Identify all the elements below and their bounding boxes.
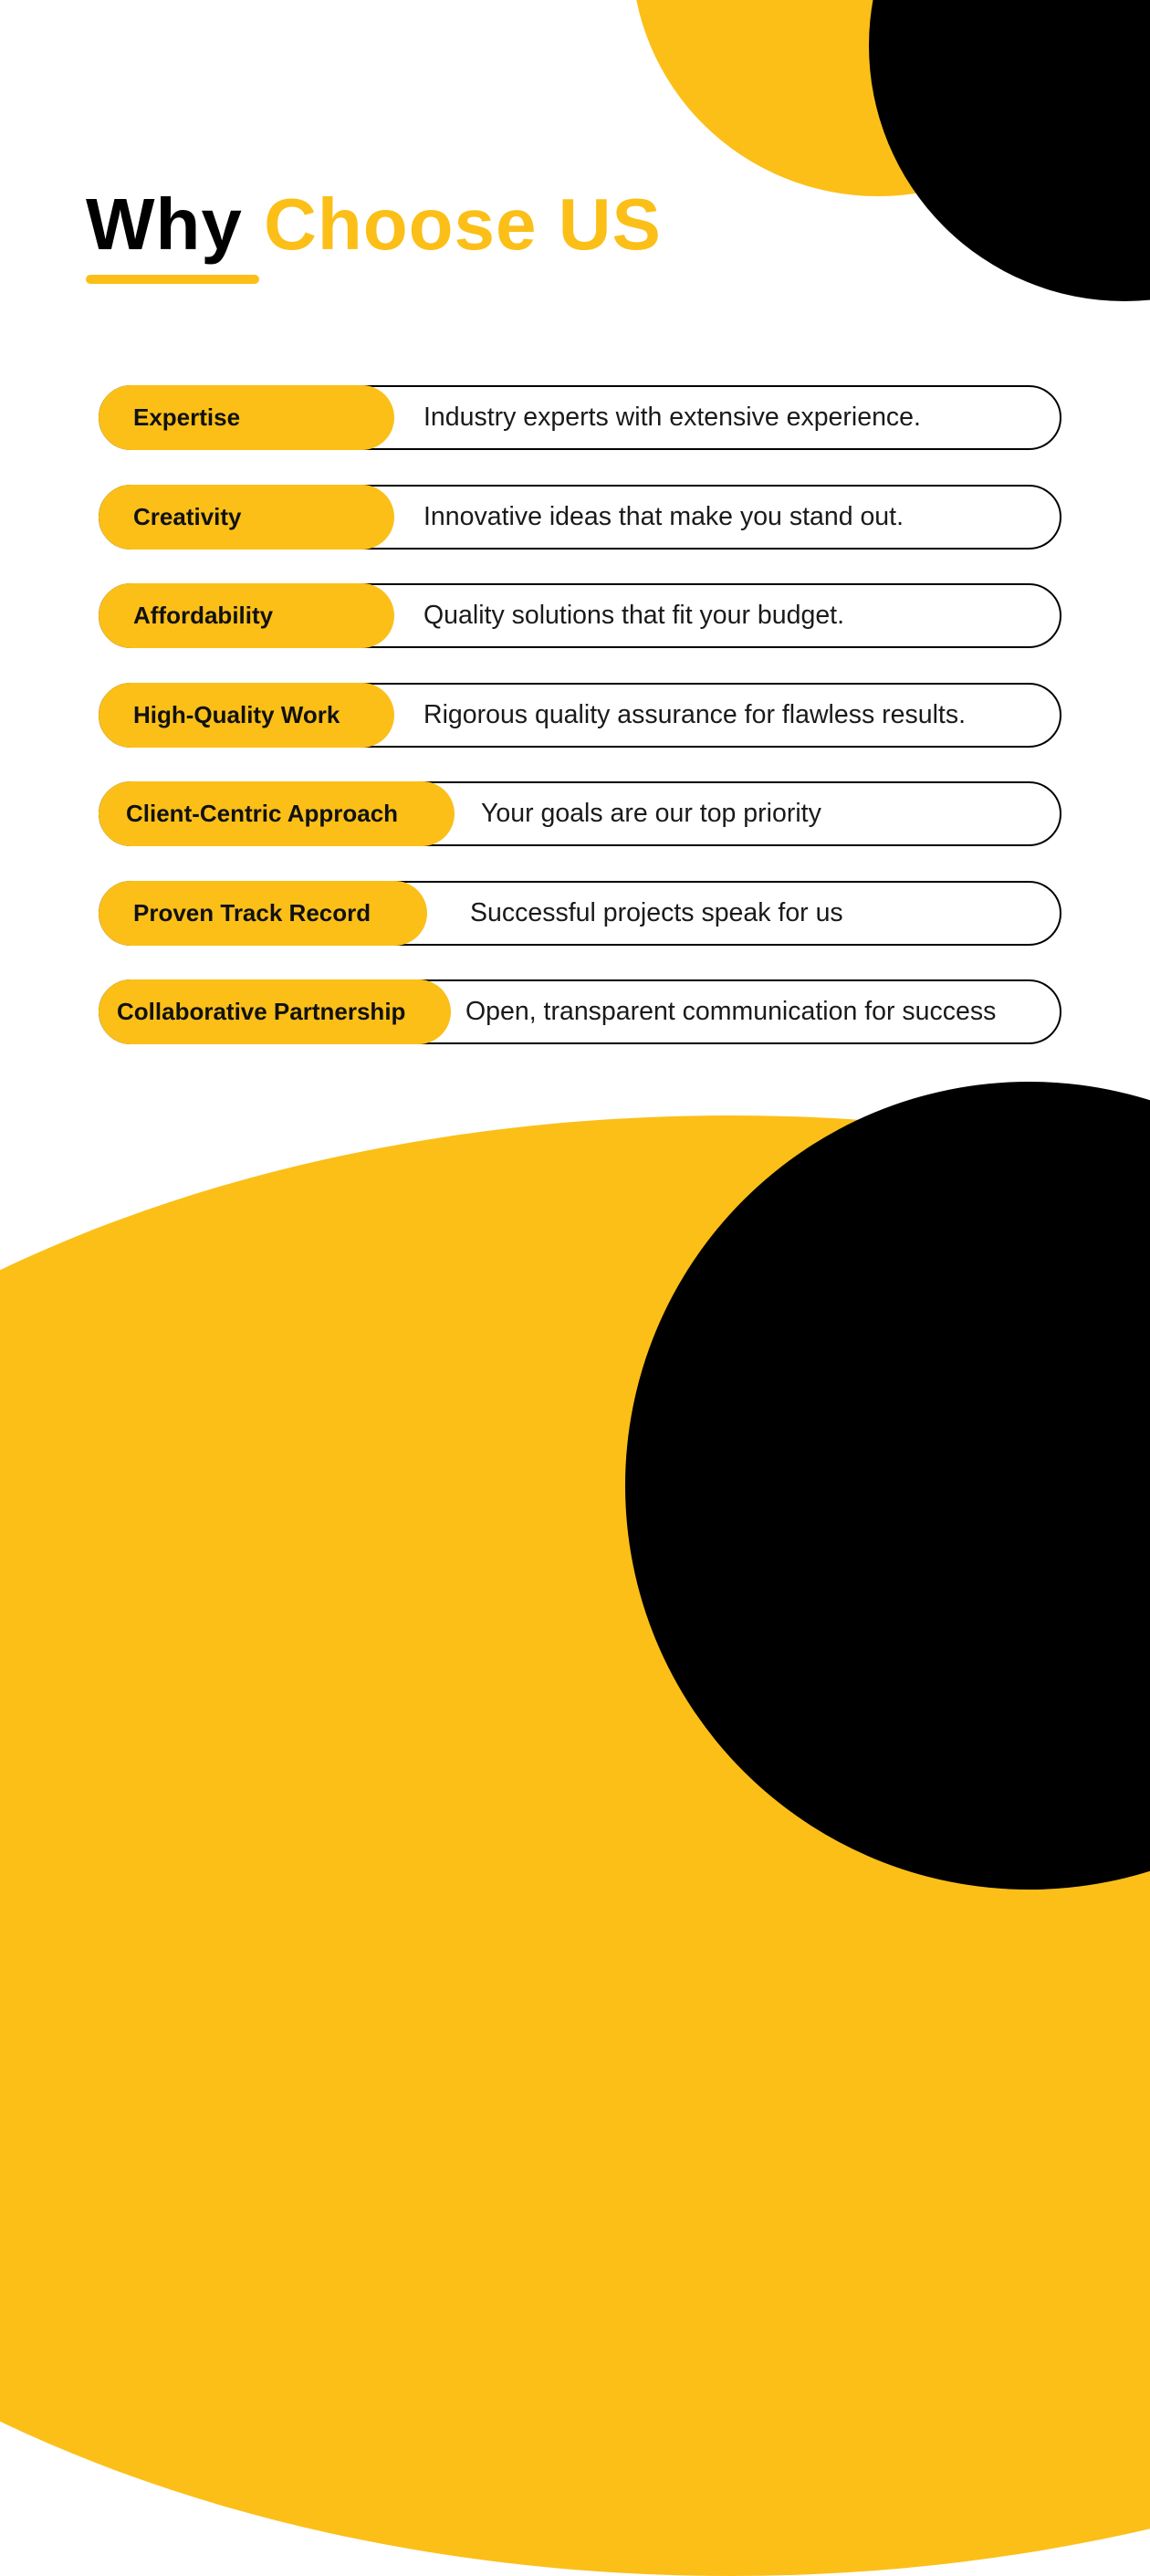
feature-description: Successful projects speak for us — [470, 897, 843, 927]
feature-description: Rigorous quality assurance for flawless results. — [423, 699, 967, 729]
feature-label: Client-Centric Approach — [99, 781, 455, 846]
feature-row-affordability — [99, 583, 1061, 648]
feature-label: Affordability — [99, 583, 394, 648]
title-word-choose-us: Choose US — [264, 183, 662, 265]
features-list — [99, 385, 1061, 1079]
feature-label: High-Quality Work — [99, 683, 394, 748]
feature-row-collaborative-partnership — [99, 979, 1061, 1044]
feature-description: Your goals are our top priority — [481, 799, 821, 828]
feature-label: Expertise — [99, 385, 394, 450]
feature-row-proven-track-record — [99, 881, 1061, 946]
feature-row-expertise — [99, 385, 1061, 450]
page-title — [86, 179, 662, 270]
feature-label: Proven Track Record — [99, 881, 427, 946]
feature-row-client-centric-approach — [99, 781, 1061, 846]
feature-description: Industry experts with extensive experience. — [423, 403, 921, 432]
feature-row-creativity — [99, 485, 1061, 550]
title-word-why: Why — [86, 183, 243, 265]
decorative-black-circle-top — [869, 0, 1150, 301]
feature-description: Innovative ideas that make you stand out. — [423, 501, 904, 531]
feature-description: Open, transparent communication for success — [465, 997, 997, 1026]
feature-description: Quality solutions that fit your budget. — [423, 601, 845, 630]
feature-row-high-quality-work — [99, 683, 1061, 748]
feature-label: Creativity — [99, 485, 394, 550]
title-underline — [86, 275, 259, 284]
feature-label: Collaborative Partnership — [99, 979, 451, 1044]
